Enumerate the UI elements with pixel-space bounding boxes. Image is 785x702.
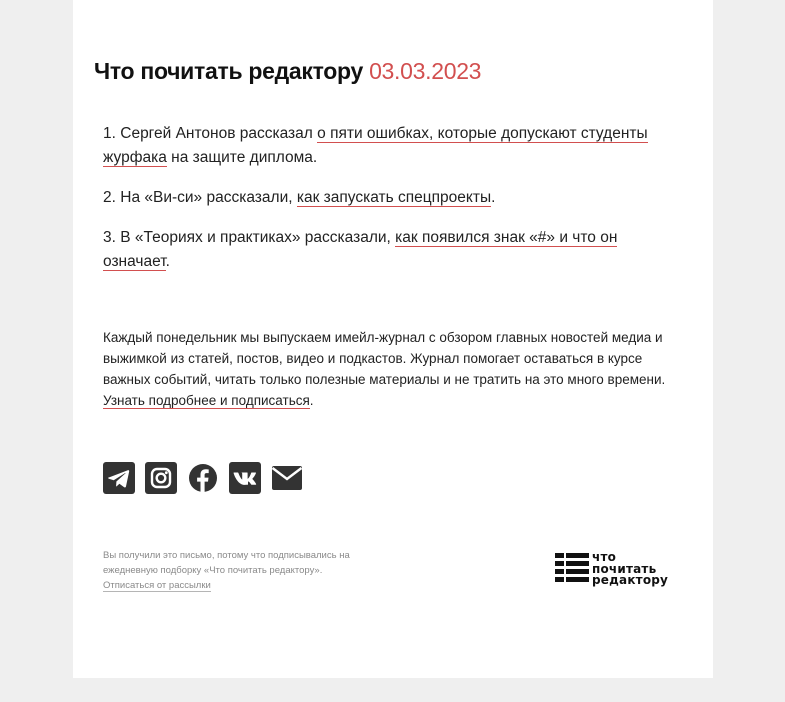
- list-item: [103, 186, 688, 210]
- item-text: В «Теориях и практиках» рассказали,: [120, 229, 391, 246]
- article-link-mistakes[interactable]: о пяти ошибках, которые допускают студенты журфака: [103, 125, 648, 166]
- brand-line: редактору: [592, 573, 669, 587]
- unsubscribe-link[interactable]: Отписаться от рассылки: [103, 580, 211, 591]
- title-text: Что почитать редактору: [94, 58, 363, 84]
- brand-line: почитать: [592, 561, 657, 576]
- article-list: [103, 122, 688, 290]
- article-link-special-projects[interactable]: как запускать спецпроекты: [296, 189, 492, 206]
- email-icon[interactable]: [271, 462, 303, 494]
- telegram-icon[interactable]: [103, 462, 135, 494]
- page-title: [94, 58, 481, 85]
- vk-icon[interactable]: [229, 462, 261, 494]
- stacked-bars-logo-icon: [555, 552, 589, 586]
- footer-note: [103, 548, 393, 593]
- item-number: 1.: [103, 125, 116, 142]
- item-text-after: .: [491, 189, 496, 206]
- item-text: На «Ви-си» рассказали,: [120, 189, 293, 206]
- item-number: 3.: [103, 229, 116, 246]
- item-text: Сергей Антонов рассказал: [120, 125, 313, 142]
- email-card: [73, 0, 713, 678]
- list-item: [103, 122, 688, 170]
- list-item: [103, 226, 688, 274]
- instagram-icon[interactable]: [145, 462, 177, 494]
- issue-date: 03.03.2023: [369, 58, 482, 84]
- brand-line: что: [592, 550, 617, 564]
- about-paragraph: [103, 327, 688, 411]
- about-text: Каждый понедельник мы выпускаем имейл-журнал с обзором главных новостей медиа и выжимкой из статей, постов, видео и подкастов. Журнал помогает оставаться в курсе важных событий, читать только полезные материалы и не тратить на это много времени.: [103, 330, 666, 387]
- about-text-after: .: [309, 393, 314, 408]
- subscribe-link[interactable]: Узнать подробнее и подписаться: [103, 393, 310, 408]
- item-text-after: .: [165, 253, 170, 270]
- brand-wordmark: [592, 552, 668, 587]
- facebook-icon[interactable]: [187, 462, 219, 494]
- brand-logo[interactable]: [555, 552, 668, 587]
- article-link-hashtag[interactable]: как появился знак «#» и что он означает: [103, 229, 618, 270]
- footer-note-text: Вы получили это письмо, потому что подписывались на ежедневную подборку «Что почитать редактору».: [103, 550, 350, 576]
- item-number: 2.: [103, 189, 116, 206]
- item-text-after: на защите диплома.: [171, 149, 318, 166]
- social-links: [103, 462, 303, 494]
